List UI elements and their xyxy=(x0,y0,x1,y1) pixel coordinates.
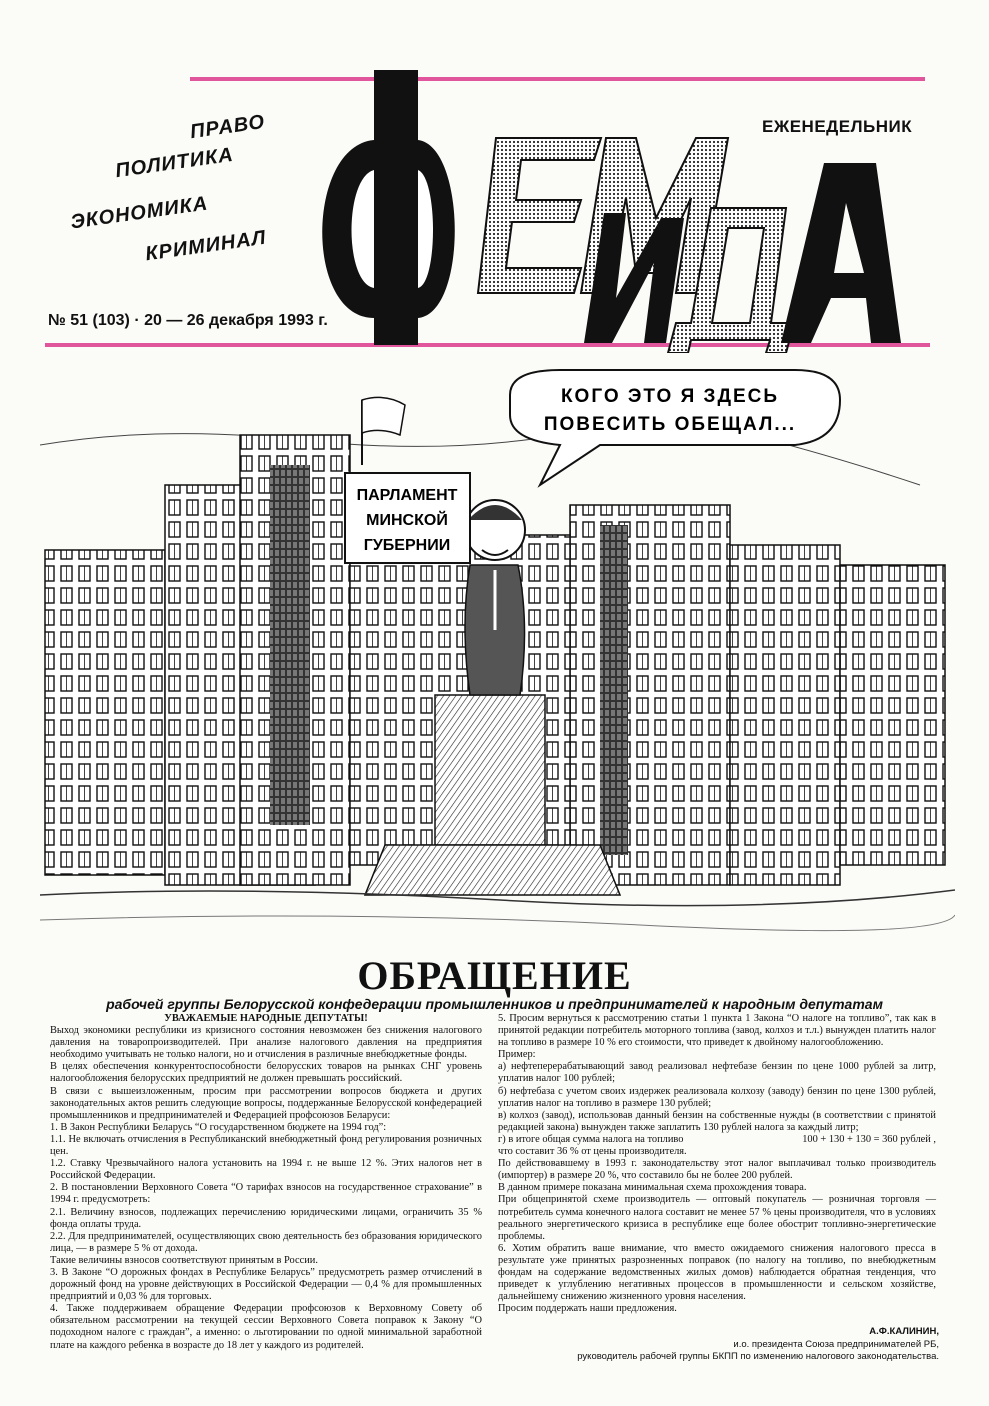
left-paragraph: 1. В Закон Республики Беларусь “О государственном бюджете на 1994 год”: xyxy=(50,1121,387,1133)
rubric-politics: ПОЛИТИКА xyxy=(113,143,236,183)
sign-line-1: ПАРЛАМЕНТ xyxy=(356,487,458,504)
left-paragraph: 4. Также поддерживаем обращение Федерации профсоюзов к Верховному Совету об обязательном рассмотрении на текущей сессии Верховного Совета поправок к Закону “О подоходном налоге с граждан”, а именно: о льготировании по одной минимальной заработной плате на каждого ребенка в возрасте до 18 лет у каждого из родителей. xyxy=(50,1303,482,1351)
left-paragraph: 1.1. Не включать отчисления в Республиканский внебюджетный фонд регулирования розничных цен. xyxy=(50,1133,482,1158)
tax-calculation xyxy=(498,1134,936,1146)
weekly-label: ЕЖЕНЕДЕЛЬНИК xyxy=(762,117,913,136)
article-left-column xyxy=(50,1013,482,1352)
signature-block xyxy=(577,1326,939,1364)
bubble-line-2: ПОВЕСИТЬ ОБЕЩАЛ... xyxy=(543,414,797,435)
right-paragraph: По действовавшему в 1993 г. законодательству этот налог выплачивал только производитель (импортер) в размере 20 %, что составило бы не более 200 рублей. xyxy=(498,1158,936,1182)
right-paragraph: а) нефтеперерабатывающий завод реализовал нефтебазе бензин по цене 1000 рублей за литр, уплатив налог 100 рублей; xyxy=(498,1061,936,1085)
signature-line-2: руководитель рабочей группы БКПП по изменению налогового законодательства. xyxy=(577,1351,939,1362)
right-paragraph: Пример: xyxy=(498,1049,536,1061)
right-paragraph: Просим поддержать наши предложения. xyxy=(498,1303,677,1315)
left-paragraph: В связи с вышеизложенным, просим при рассмотрении вопросов бюджета и других законодательных актов решить следующие вопросы, поддержанные Белорусской конфедерацией промышленников и предпринимателей и Федерацией профсоюзов Беларуси: xyxy=(50,1085,482,1121)
rubric-law: ПРАВО xyxy=(188,110,267,144)
calc-value: 100 + 130 + 130 = 360 рублей , xyxy=(802,1133,936,1145)
right-paragraph: б) нефтебаза с учетом своих издержек реализовала колхозу (заводу) бензин по цене 1300 рублей, уплатив налог на топливо в размере 130 рублей; xyxy=(498,1085,936,1109)
cartoon-illustration xyxy=(40,365,955,943)
right-paragraph: 5. Просим вернуться к рассмотрению статьи 1 пункта 1 Закона “О налоге на топливо”, так как в принятой редакции потребитель моторного топлива (завод, колхоз и т.л.) вынужден платить налог на топливо в размере 10 % его стоимости, что приведет к двойному налогообложению. xyxy=(498,1013,936,1049)
bubble-line-1: КОГО ЭТО Я ЗДЕСЬ xyxy=(560,386,780,407)
right-paragraph: что составит 36 % от цены производителя. xyxy=(498,1146,687,1158)
issue-line: № 51 (103) · 20 — 26 декабря 1993 г. xyxy=(48,312,328,329)
signature-line-1: и.о. президента Союза предпринимателей РБ, xyxy=(733,1338,939,1350)
signature-name: А.Ф.КАЛИНИН, xyxy=(869,1326,939,1337)
left-paragraph: 3. В Законе “О дорожных фондах в Республике Беларусь” предусмотреть размер отчислений в дорожный фонд на уровне действующих в Российской Федерации — 0,4 % для промышленных предприятий и 0,03 % для торговых. xyxy=(50,1266,482,1303)
left-paragraph: Такие величины взносов соответствуют принятым в России. xyxy=(50,1254,318,1266)
sign-line-2: МИНСКОЙ xyxy=(366,512,448,529)
calc-label: г) в итоге общая сумма налога на топливо xyxy=(498,1133,684,1145)
right-paragraph: 6. Хотим обратить ваше внимание, что вместо ожидаемого снижения налогового пресса в результате уже принятых разрозненных поправок (по налогу на топливо, по внебюджетным фондам на содержание ведомственных жилых домов) наблюдается обратная тенденция, что приведет к углублению негативных процессов в промышленности и сельском хозяйстве, дальнейшему снижению жизненного уровня населения. xyxy=(498,1242,936,1303)
article-subheadline: рабочей группы Белорусской конфедерации промышленников и предпринимателей к народным депутатам xyxy=(106,996,883,1012)
left-paragraph: 2.2. Для предпринимателей, осуществляющих свою деятельность без образования юридического лица, — в размере 5 % от дохода. xyxy=(50,1230,482,1254)
right-paragraph: При общепринятой схеме производитель — оптовый покупатель — розничная торговля — потребитель сумма конечного налога составит не менее 57 % цены производителя, что в условиях реального энергетического кризиса в республике еще более обострит топливно-энергетические проблемы. xyxy=(498,1194,936,1242)
right-paragraph: в) колхоз (завод), использовав данный бензин на собственные нужды (в соответствии с принятой редакцией закона) вынужден также заплатить 130 рублей налога за каждый литр; xyxy=(498,1109,936,1133)
rubric-crime: КРИМИНАЛ xyxy=(143,226,268,266)
article-right-column xyxy=(498,1013,936,1315)
right-paragraph: В данном примере показана минимальная схема прохождения товара. xyxy=(498,1182,807,1194)
left-paragraph: 2.1. Величину взносов, подлежащих перечислению юридическими лицами, ограничить 35 % фонда оплаты труда. xyxy=(50,1206,482,1230)
left-paragraph: Выход экономики республики из кризисного состояния невозможен без снижения налогового давления на товаропроизводителей. При анализе налогового давления на предприятия необходимо учитывать не только налоги, но и отчисления в различные внебюджетные фонды. xyxy=(50,1025,482,1061)
femida-logo xyxy=(316,68,936,353)
left-paragraph: В целях обеспечения конкурентоспособности белорусских товаров на рынках СНГ уровень налогообложения белорусских предприятий не должен превышать российский. xyxy=(50,1061,482,1085)
left-paragraph: 2. В постановлении Верховного Совета “О тарифах взносов на государственное страхование” в 1994 г. предусмотреть: xyxy=(50,1182,482,1206)
article-greeting: УВАЖАЕМЫЕ НАРОДНЫЕ ДЕПУТАТЫ! xyxy=(164,1013,368,1024)
sign-line-3: ГУБЕРНИИ xyxy=(363,537,451,554)
rubric-economy: ЭКОНОМИКА xyxy=(69,192,210,234)
article-headline: ОБРАЩЕНИЕ xyxy=(357,953,632,998)
left-paragraph: 1.2. Ставку Чрезвычайного налога установить на 1994 г. не выше 12 %. Этих налогов нет в Российской Федерации. xyxy=(50,1158,482,1182)
